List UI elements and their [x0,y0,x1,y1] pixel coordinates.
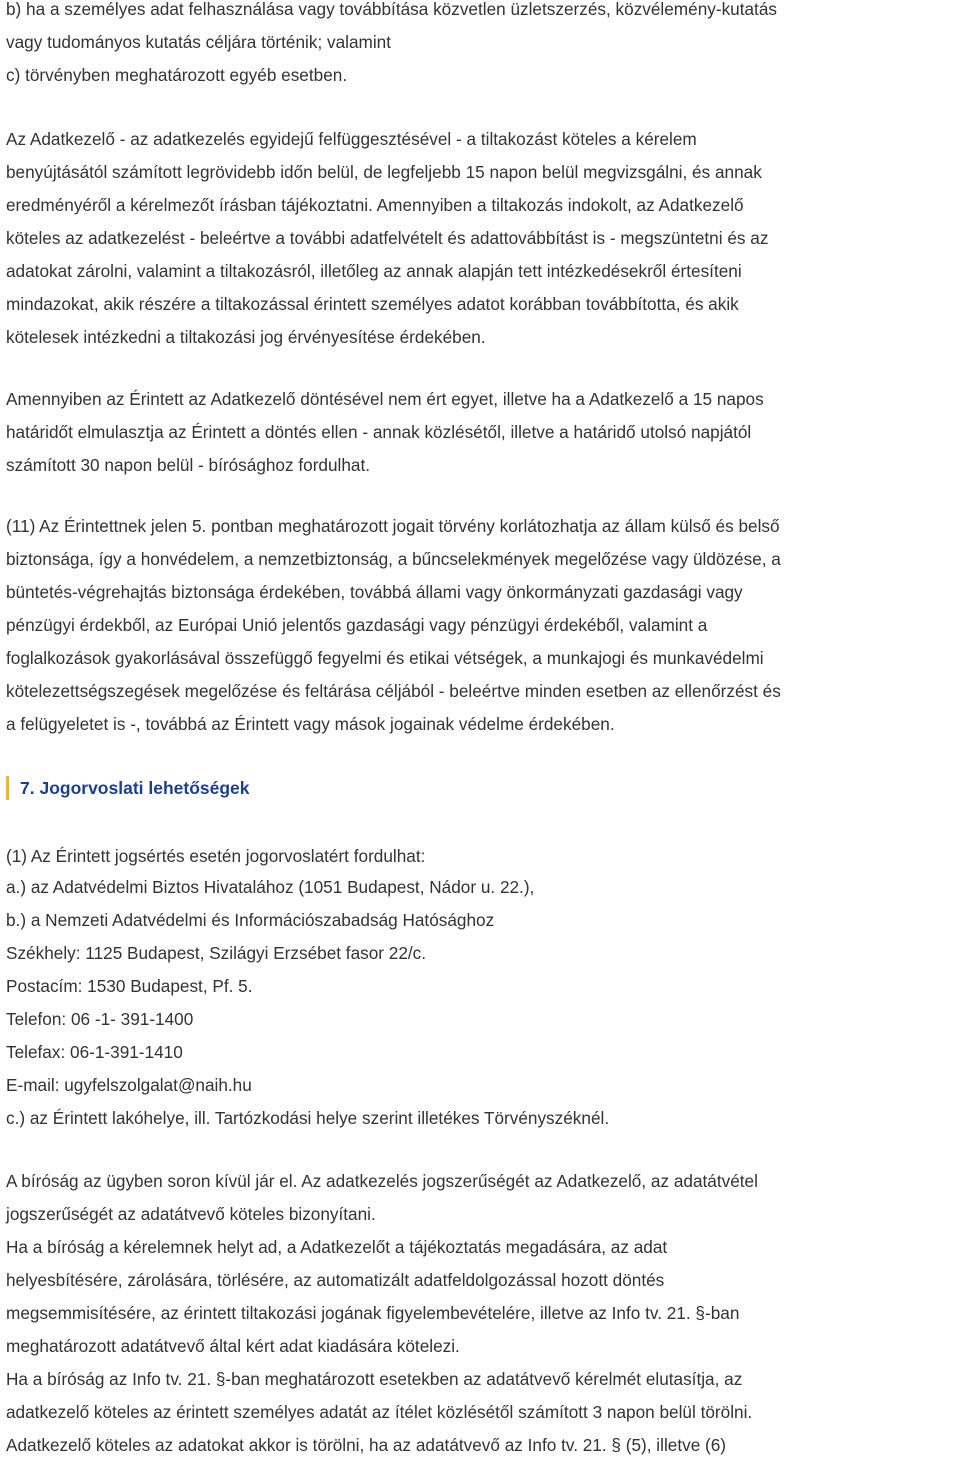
text-line: kötelezettségszegések megelőzése és feltárása céljából - beleértve minden esetben az ellenőrzést és [6,681,781,701]
text-line: b.) a Nemzeti Adatvédelmi és Információszabadság Hatósághoz [6,910,495,930]
text-line: pénzügyi érdekből, az Európai Unió jelentős gazdasági vagy pénzügyi érdekéből, valamint a [6,615,708,635]
text-line: Adatkezelő köteles az adatokat akkor is törölni, ha az adatátvevő az Info tv. 21. § (5), illetve (6) [6,1435,727,1455]
text-line: vagy tudományos kutatás céljára történik; valamint [6,32,391,52]
text-line: számított 30 napon belül - bírósághoz fordulhat. [6,455,371,475]
text-line: biztonsága, így a honvédelem, a nemzetbiztonság, a bűncselekmények megelőzése vagy üldözése, a [6,549,781,569]
text-line: helyesbítésére, zárolására, törlésére, az automatizált adatfeldolgozással hozott döntés [6,1270,665,1290]
text-line: Telefax: 06-1-391-1410 [6,1042,183,1062]
text-line: Az Adatkezelő - az adatkezelés egyidejű felfüggesztésével - a tiltakozást köteles a kérelem [6,129,697,149]
text-line: köteles az adatkezelést - beleértve a további adatfelvételt és adattovábbítást is - megszüntetni és az [6,228,769,248]
text-line: Telefon: 06 -1- 391-1400 [6,1009,194,1029]
text-line: c.) az Érintett lakóhelye, ill. Tartózkodási helye szerint illetékes Törvényszéknél. [6,1108,610,1128]
text-line: eredményéről a kérelmezőt írásban tájékoztatni. Amennyiben a tiltakozás indokolt, az Adatkezelő [6,195,744,215]
text-line: Ha a bíróság az Info tv. 21. §-ban meghatározott esetekben az adatátvevő kérelmét elutasítja, az [6,1369,743,1389]
text-line: meghatározott adatátvevő által kért adat kiadására kötelezi. [6,1336,460,1356]
text-line: Amennyiben az Érintett az Adatkezelő döntésével nem ért egyet, illetve ha a Adatkezelő a 15 napos [6,389,764,409]
section-heading-text: 7. Jogorvoslati lehetőségek [20,777,250,798]
text-line: kötelesek intézkedni a tiltakozási jog érvényesítése érdekében. [6,327,486,347]
text-line: mindazokat, akik részére a tiltakozással érintett személyes adatot korábban továbbította, és akik [6,294,739,314]
section-heading [6,776,250,800]
text-line: jogszerűségét az adatátvevő köteles bizonyítani. [6,1204,376,1224]
text-line: Postacím: 1530 Budapest, Pf. 5. [6,976,253,996]
text-line: b) ha a személyes adat felhasználása vagy továbbítása közvetlen üzletszerzés, közvélemény-kutatás [6,0,777,19]
text-line: adatkezelő köteles az érintett személyes adatát az ítélet közlésétől számított 3 napon belül törölni. [6,1402,753,1422]
text-line: megsemmisítésére, az érintett tiltakozási jogának figyelembevételére, illetve az Info tv. 21. §-ban [6,1303,740,1323]
text-line: a.) az Adatvédelmi Biztos Hivatalához (1051 Budapest, Nádor u. 22.), [6,877,535,897]
heading-accent-bar [6,776,9,800]
text-line: adatokat zárolni, valamint a tiltakozásról, illetőleg az annak alapján tett intézkedésekről értesíteni [6,261,742,281]
text-line: A bíróság az ügyben soron kívül jár el. Az adatkezelés jogszerűségét az Adatkezelő, az adatátvétel [6,1171,758,1191]
text-line: határidőt elmulasztja az Érintett a döntés ellen - annak közlésétől, illetve a határidő utolsó napjától [6,422,752,442]
text-line: (1) Az Érintett jogsértés esetén jogorvoslatért fordulhat: [6,846,426,866]
text-line: E-mail: ugyfelszolgalat@naih.hu [6,1075,252,1095]
text-line: (11) Az Érintettnek jelen 5. pontban meghatározott jogait törvény korlátozhatja az állam külső és belső [6,516,780,536]
text-line: Ha a bíróság a kérelemnek helyt ad, a Adatkezelőt a tájékoztatás megadására, az adat [6,1237,668,1257]
text-line: foglalkozások gyakorlásával összefüggő fegyelmi és etikai vétségek, a munkajogi és munkavédelmi [6,648,764,668]
text-line: c) törvényben meghatározott egyéb esetben. [6,65,348,85]
text-line: büntetés-végrehajtás biztonsága érdekében, továbbá állami vagy önkormányzati gazdasági vagy [6,582,743,602]
text-line: a felügyeletet is -, továbbá az Érintett vagy mások jogainak védelme érdekében. [6,714,615,734]
text-line: benyújtásától számított legrövidebb időn belül, de legfeljebb 15 napon belül megvizsgálni, és annak [6,162,762,182]
text-line: Székhely: 1125 Budapest, Szilágyi Erzsébet fasor 22/c. [6,943,427,963]
